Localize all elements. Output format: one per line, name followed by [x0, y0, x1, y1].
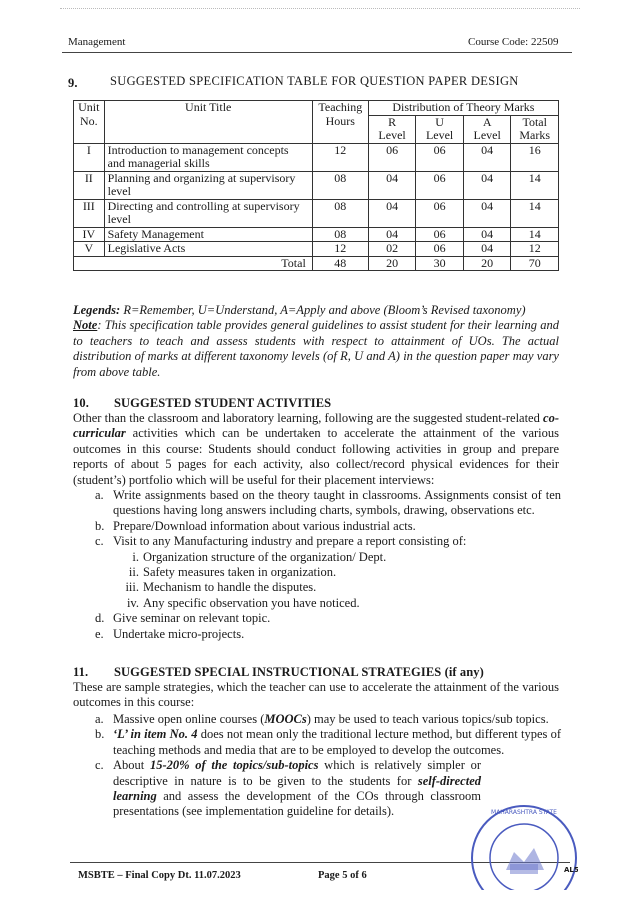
total-marks: 14 — [511, 199, 559, 227]
section-9-title: SUGGESTED SPECIFICATION TABLE FOR QUESTION PAPER DESIGN — [110, 74, 519, 88]
activities-list — [95, 488, 561, 642]
r-marks: 04 — [368, 227, 416, 242]
sub-list — [95, 550, 561, 612]
header-rule — [62, 52, 572, 53]
list-item: a. Massive open online courses (MOOCs) may be used to teach various topics/sub topics. — [95, 712, 549, 726]
total-marks: 14 — [511, 227, 559, 242]
a-marks: 04 — [463, 171, 511, 199]
section-11-intro: These are sample strategies, which the teacher can use to accelerate the attainment of the various outcomes in this course: — [73, 680, 559, 710]
total-marks: 16 — [511, 143, 559, 171]
list-item: b. ‘L’ in item No. 4 does not mean only the traditional lecture method, but different types of teaching methods and media that are to be employed to develop the outcomes. — [95, 727, 561, 757]
a-marks: 04 — [463, 242, 511, 257]
col-a-level: A Level — [463, 115, 511, 143]
teaching-hours: 08 — [312, 171, 368, 199]
unit-no: II — [74, 171, 105, 199]
u-marks: 06 — [416, 242, 464, 257]
section-11-title: SUGGESTED SPECIAL INSTRUCTIONAL STRATEGIES (if any) — [114, 665, 484, 679]
total-marks: 14 — [511, 171, 559, 199]
list-item: c. Visit to any Manufacturing industry and prepare a report consisting of: — [95, 534, 467, 549]
u-marks: 06 — [416, 171, 464, 199]
header-course-code: Course Code: 22509 — [468, 36, 559, 48]
section-11-number: 11. — [73, 665, 89, 679]
unit-no: I — [74, 143, 105, 171]
col-r-level: R Level — [368, 115, 416, 143]
footer-left: MSBTE – Final Copy Dt. 11.07.2023 — [78, 870, 241, 881]
legends — [73, 303, 559, 380]
list-item: c. About 15-20% of the topics/sub-topics which is relatively simpler or descriptive in nature is to be given to the students for self-directed learning and assess the development of the COs through classroom presentations (see implementation guideline for details). — [95, 758, 481, 819]
list-item: i. Organization structure of the organization/ Dept. — [132, 549, 387, 564]
svg-text:MAHARASHTRA STATE: MAHARASHTRA STATE — [491, 809, 557, 816]
note-label: Note — [73, 318, 98, 333]
total-label: Total — [74, 256, 313, 271]
unit-title: Introduction to management concepts and managerial skills — [104, 143, 312, 171]
unit-no: IV — [74, 227, 105, 242]
teaching-hours: 08 — [312, 227, 368, 242]
unit-title: Legislative Acts — [104, 242, 312, 257]
total-u: 30 — [416, 256, 464, 271]
unit-title: Planning and organizing at supervisory level — [104, 171, 312, 199]
col-total-marks: Total Marks — [511, 115, 559, 143]
unit-title: Directing and controlling at supervisory level — [104, 199, 312, 227]
board-stamp-seal — [464, 800, 578, 890]
scan-artifact — [60, 8, 580, 12]
specification-table — [73, 100, 559, 271]
list-item: iii. Mechanism to handle the disputes. — [125, 580, 317, 595]
total-r: 20 — [368, 256, 416, 271]
col-u-level: U Level — [416, 115, 464, 143]
a-marks: 04 — [463, 143, 511, 171]
u-marks: 06 — [416, 227, 464, 242]
r-marks: 06 — [368, 143, 416, 171]
unit-no: V — [74, 242, 105, 257]
a-marks: 04 — [463, 227, 511, 242]
list-item: a. Write assignments based on the theory taught in classrooms. Assignments consist of ten questions having long answers including charts, symbols, drawing, observations etc. — [95, 488, 561, 518]
list-item: e. Undertake micro-projects. — [95, 626, 245, 641]
list-item: ii. Safety measures taken in organization. — [128, 565, 337, 580]
r-marks: 04 — [368, 199, 416, 227]
list-item: d. Give seminar on relevant topic. — [95, 611, 271, 626]
u-marks: 06 — [416, 199, 464, 227]
legends-text: R=Remember, U=Understand, A=Apply and above (Bloom’s Revised taxonomy) — [120, 303, 526, 317]
total-marks-sum: 70 — [511, 256, 559, 271]
section-10-number: 10. — [73, 396, 89, 410]
table-row — [74, 143, 559, 171]
header-course-name: Management — [68, 36, 126, 48]
teaching-hours: 12 — [312, 143, 368, 171]
svg-text:AL5: AL5 — [564, 866, 578, 874]
unit-no: III — [74, 199, 105, 227]
col-unit-no: Unit No. — [74, 101, 105, 144]
table-row — [74, 242, 559, 257]
table-total-row — [74, 256, 559, 271]
teaching-hours: 08 — [312, 199, 368, 227]
section-9-number: 9. — [68, 76, 78, 90]
col-distribution: Distribution of Theory Marks — [368, 101, 558, 116]
col-teaching-hours: Teaching Hours — [312, 101, 368, 144]
table-row — [74, 199, 559, 227]
table-row — [74, 171, 559, 199]
total-a: 20 — [463, 256, 511, 271]
list-item: iv. Any specific observation you have noticed. — [126, 595, 360, 610]
u-marks: 06 — [416, 143, 464, 171]
unit-title: Safety Management — [104, 227, 312, 242]
teaching-hours: 12 — [312, 242, 368, 257]
table-row — [74, 227, 559, 242]
footer-page-number: Page 5 of 6 — [318, 870, 367, 881]
stamp-seal-icon — [464, 800, 578, 890]
col-unit-title: Unit Title — [104, 101, 312, 144]
section-10-title: SUGGESTED STUDENT ACTIVITIES — [114, 396, 332, 410]
co-curricular-term: co-curricular — [73, 411, 559, 441]
total-marks: 12 — [511, 242, 559, 257]
r-marks: 04 — [368, 171, 416, 199]
legends-label: Legends: — [73, 303, 121, 317]
a-marks: 04 — [463, 199, 511, 227]
list-item: b. Prepare/Download information about various industrial acts. — [95, 518, 416, 533]
r-marks: 02 — [368, 242, 416, 257]
section-10-intro: Other than the classroom and laboratory learning, following are the suggested student-related co-curricular activities which can be undertaken to accelerate the attainment of the various outcomes in this course: Students should conduct following activities in group and prepare reports of about 5 pages for each activity, also collect/record physical evidences for their (student’s) portfolio which will be useful for their placement interviews: — [73, 411, 559, 487]
total-hours: 48 — [312, 256, 368, 271]
note-text: : This specification table provides general guidelines to assist student for their learning and to teachers to teach and assess students with respect to attainment of UOs. The actual distribution of marks at different taxonomy levels (of R, U and A) in the question paper may vary from above table. — [73, 318, 559, 379]
